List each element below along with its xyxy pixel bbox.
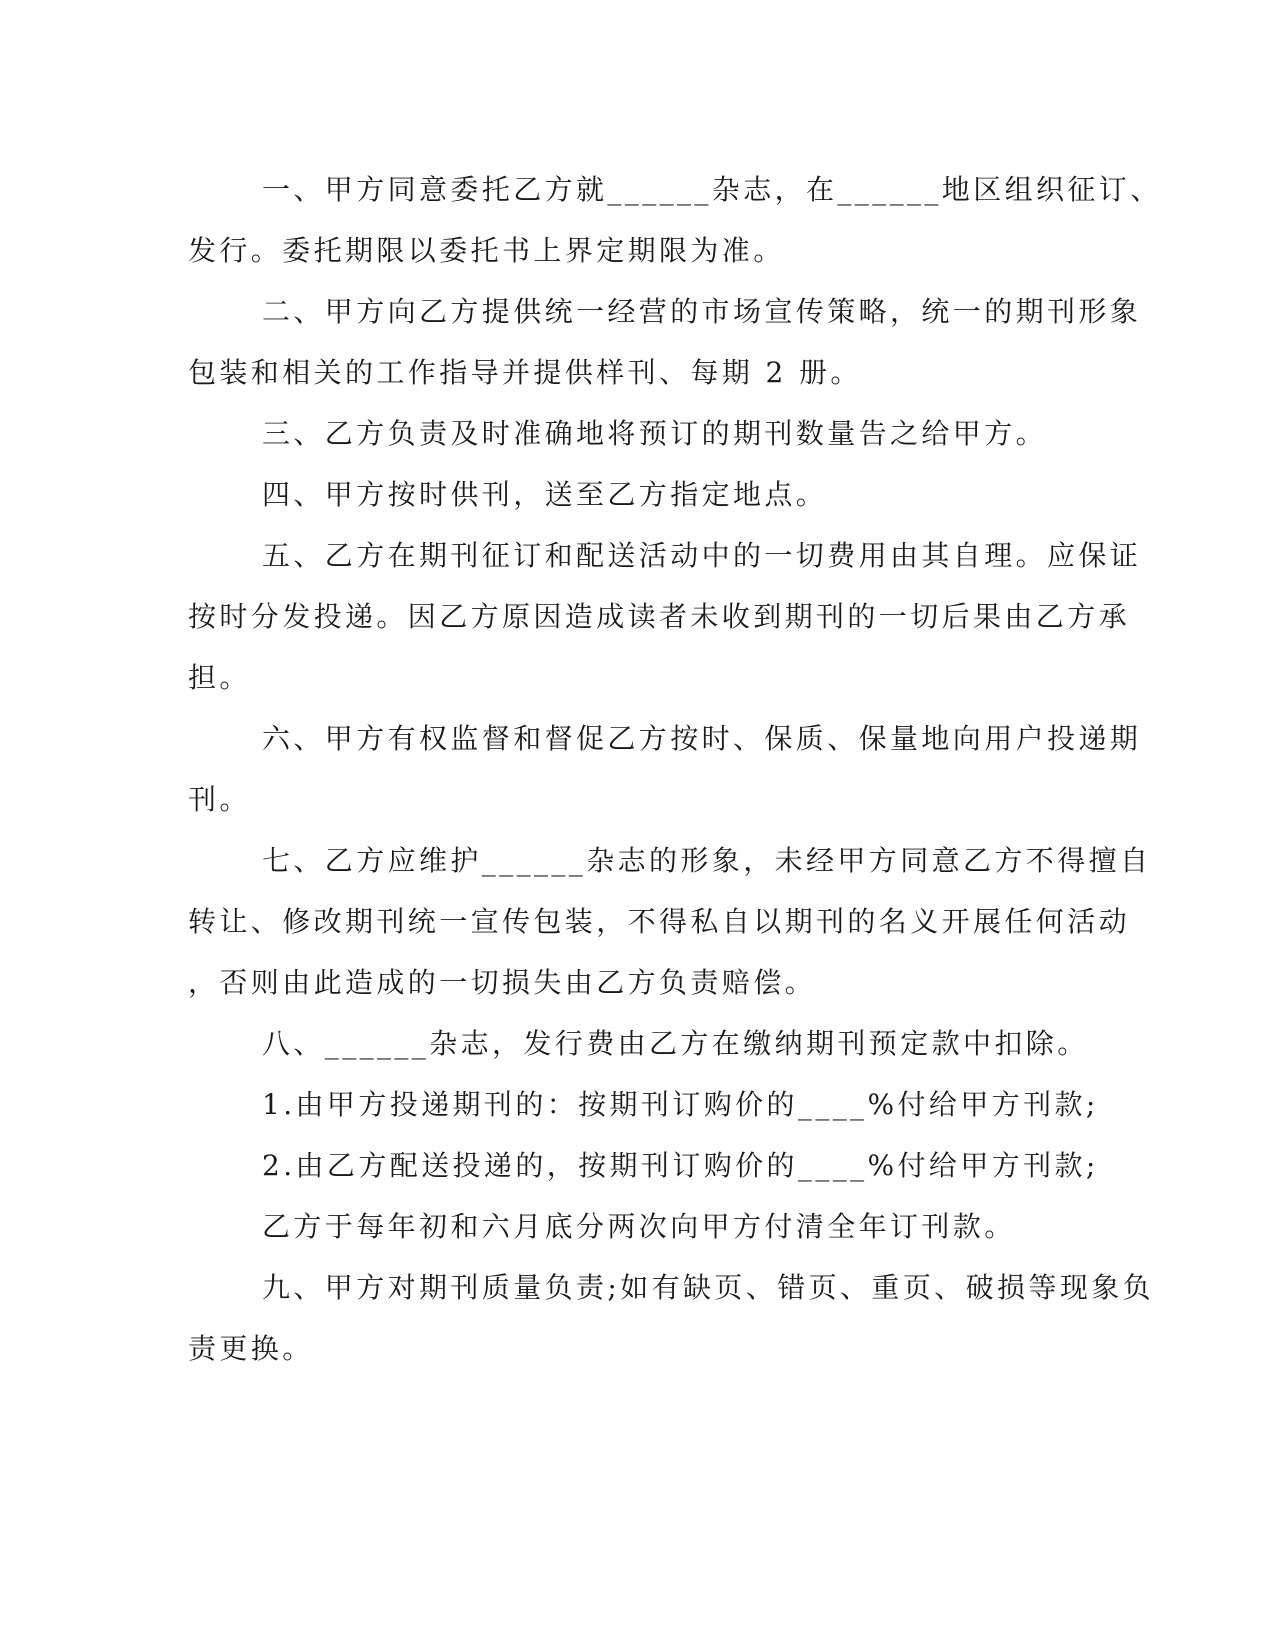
clause-5-line-1: 五、乙方在期刊征订和配送活动中的一切费用由其自理。应保证 [262,539,1142,572]
clause-8-item-2: 2.由乙方配送投递的，按期刊订购价的____%付给甲方刊款; [262,1149,1099,1182]
clause-8-payment-note: 乙方于每年初和六月底分两次向甲方付清全年订刊款。 [262,1210,1016,1243]
clause-9-line-1: 九、甲方对期刊质量负责;如有缺页、错页、重页、破损等现象负 [262,1271,1155,1304]
clause-6-line-2: 刊。 [188,783,251,816]
clause-3-line-1: 三、乙方负责及时准确地将预订的期刊数量告之给甲方。 [262,417,1048,450]
clause-1-line-2: 发行。委托期限以委托书上界定期限为准。 [188,234,785,267]
clause-9-line-2: 责更换。 [188,1332,314,1365]
clause-7-line-3: ，否则由此造成的一切损失由乙方负责赔偿。 [188,966,817,999]
clause-2-line-2: 包装和相关的工作指导并提供样刊、每期 2 册。 [188,356,862,389]
contract-body [188,159,1162,1379]
clause-5-line-2: 按时分发投递。因乙方原因造成读者未收到期刊的一切后果由乙方承 [188,600,1131,633]
clause-2-line-1: 二、甲方向乙方提供统一经营的市场宣传策略，统一的期刊形象 [262,295,1142,328]
clause-4-line-1: 四、甲方按时供刊，送至乙方指定地点。 [262,478,828,511]
clause-7-line-2: 转让、修改期刊统一宣传包装，不得私自以期刊的名义开展任何活动 [188,905,1131,938]
clause-8-item-1: 1.由甲方投递期刊的：按期刊订购价的____%付给甲方刊款; [262,1088,1099,1121]
clause-5-line-3: 担。 [188,661,251,694]
clause-7-line-1: 七、乙方应维护______杂志的形象，未经甲方同意乙方不得擅自 [262,844,1152,877]
clause-6-line-1: 六、甲方有权监督和督促乙方按时、保质、保量地向用户投递期 [262,722,1142,755]
clause-1-line-1: 一、甲方同意委托乙方就______杂志，在______地区组织征订、 [262,173,1162,206]
clause-8-line-1: 八、______杂志，发行费由乙方在缴纳期刊预定款中扣除。 [262,1027,1089,1060]
